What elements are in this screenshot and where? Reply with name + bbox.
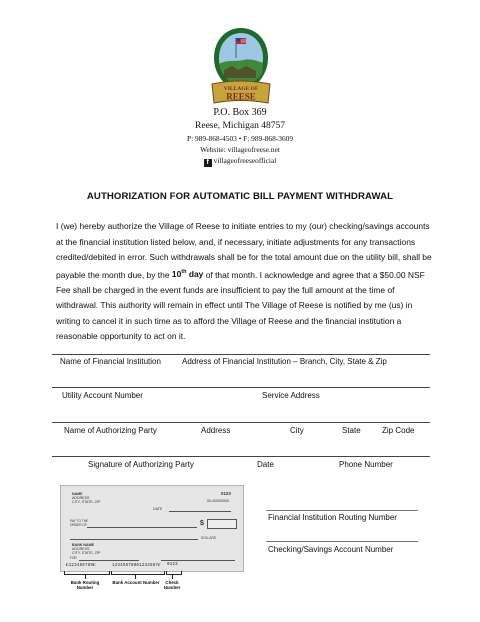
day-number: 10 — [171, 269, 182, 280]
label-utility-account: Utility Account Number — [62, 391, 143, 400]
label-service-address: Service Address — [262, 391, 320, 400]
field-line-routing[interactable] — [266, 510, 418, 511]
bracket-check — [166, 571, 182, 575]
check-legend — [60, 571, 250, 601]
check-signature-line — [161, 560, 235, 561]
label-institution-address: Address of Financial Institution – Branch, City, State & Zip — [182, 357, 387, 366]
authorization-text — [56, 219, 436, 345]
arrow-check — [172, 574, 173, 579]
check-amount-box — [207, 519, 237, 529]
day-suffix: th — [181, 269, 187, 276]
check-number-top: 0123 — [221, 491, 231, 496]
check-dollars-label: DOLLARS — [201, 536, 216, 540]
field-line-signature[interactable] — [52, 456, 430, 457]
sample-check — [60, 485, 244, 572]
label-party-name: Name of Authorizing Party — [64, 426, 157, 435]
check-bank-name: BANK NAME — [72, 543, 94, 547]
label-routing-number: Financial Institution Routing Number — [268, 513, 397, 522]
label-signature: Signature of Authorizing Party — [88, 460, 194, 469]
check-micr-check: 0123 — [167, 563, 178, 567]
label-party-city: City — [290, 426, 304, 435]
label-bank-account-number: Bank Account Number — [112, 580, 160, 585]
label-bank-routing-number: Bank Routing Number — [70, 580, 100, 590]
check-dollar-sign: $ — [200, 520, 204, 527]
facebook-line — [0, 156, 480, 167]
check-payee-line — [87, 527, 197, 528]
po-box: P.O. Box 369 — [213, 107, 267, 118]
label-date: Date — [257, 460, 274, 469]
check-pay-to: PAY TO THE — [70, 519, 89, 523]
label-party-zip: Zip Code — [382, 426, 415, 435]
check-name: NAME — [72, 492, 83, 496]
check-memo-label: FOR — [70, 556, 77, 560]
field-line-account[interactable] — [266, 541, 418, 542]
label-party-state: State — [342, 426, 361, 435]
form-title: AUTHORIZATION FOR AUTOMATIC BILL PAYMENT WITHDRAWAL — [86, 191, 394, 202]
check-address: ADDRESS — [72, 496, 90, 500]
facebook-handle: villageofreeseofficial — [213, 156, 277, 165]
logo-text-top: VILLAGE OF — [223, 86, 259, 92]
field-line-authorizing-party[interactable] — [52, 422, 430, 423]
check-city: CITY, STATE, ZIP — [72, 500, 101, 504]
authorization-text-part1: I (we) hereby authorize the Village of Reese to initiate entries to my (our) checking/savings accounts at the financial institution listed below, and, if necessary, initiate adjustments for any transactions credited/debited in error. Such withdrawals shall be for the total amount due on the utility bill, shall be payable the month due, by the — [56, 221, 432, 280]
label-phone: Phone Number — [339, 460, 393, 469]
arrow-routing — [85, 574, 86, 579]
phone-fax: P: 989-868-4503 • F: 989-868-3609 — [186, 134, 294, 143]
check-written-amount-line — [70, 539, 198, 540]
facebook-icon: f — [204, 159, 212, 167]
check-bank-city: CITY, STATE, ZIP — [72, 551, 101, 555]
bracket-account — [111, 571, 165, 575]
authorization-text-part2: of that month. I acknowledge and agree that a $50.00 NSF Fee shall be charged in the event funds are insufficient to pay the full amount at the time of withdrawal. This authority will remain in effect until The Village of Reese is notified by me (us) in writing to cancel it in such time as to afford the Village of Reese and the financial institution a reasonable opportunity to act on it. — [56, 269, 425, 342]
check-date-label: DATE — [153, 507, 163, 511]
village-logo — [210, 26, 272, 106]
city-state-zip: Reese, Michigan 48757 — [195, 121, 285, 131]
logo-text-bottom: REESE — [226, 91, 256, 102]
label-institution-name: Name of Financial Institution — [60, 357, 161, 366]
label-party-address: Address — [201, 426, 231, 435]
arrow-account — [135, 574, 136, 579]
check-micr-routing: ⑆123456789⑆ — [66, 564, 96, 568]
bracket-routing — [64, 571, 110, 575]
check-memo-line — [79, 560, 139, 561]
label-account-number: Checking/Savings Account Number — [268, 545, 394, 554]
check-micr-account: 12345678901234567⑈ — [112, 564, 161, 568]
website: Website: villageofreese.net — [200, 145, 280, 154]
check-date-line — [169, 511, 231, 512]
day-word: day — [186, 269, 204, 280]
check-order-of: ORDER OF — [70, 523, 87, 527]
field-line-institution[interactable] — [52, 354, 430, 355]
label-check-number: Check Number — [163, 580, 181, 590]
check-bank-address: ADDRESS — [72, 547, 90, 551]
check-routing-small: 00-0000/0000 — [207, 499, 230, 503]
field-line-utility[interactable] — [52, 387, 430, 388]
